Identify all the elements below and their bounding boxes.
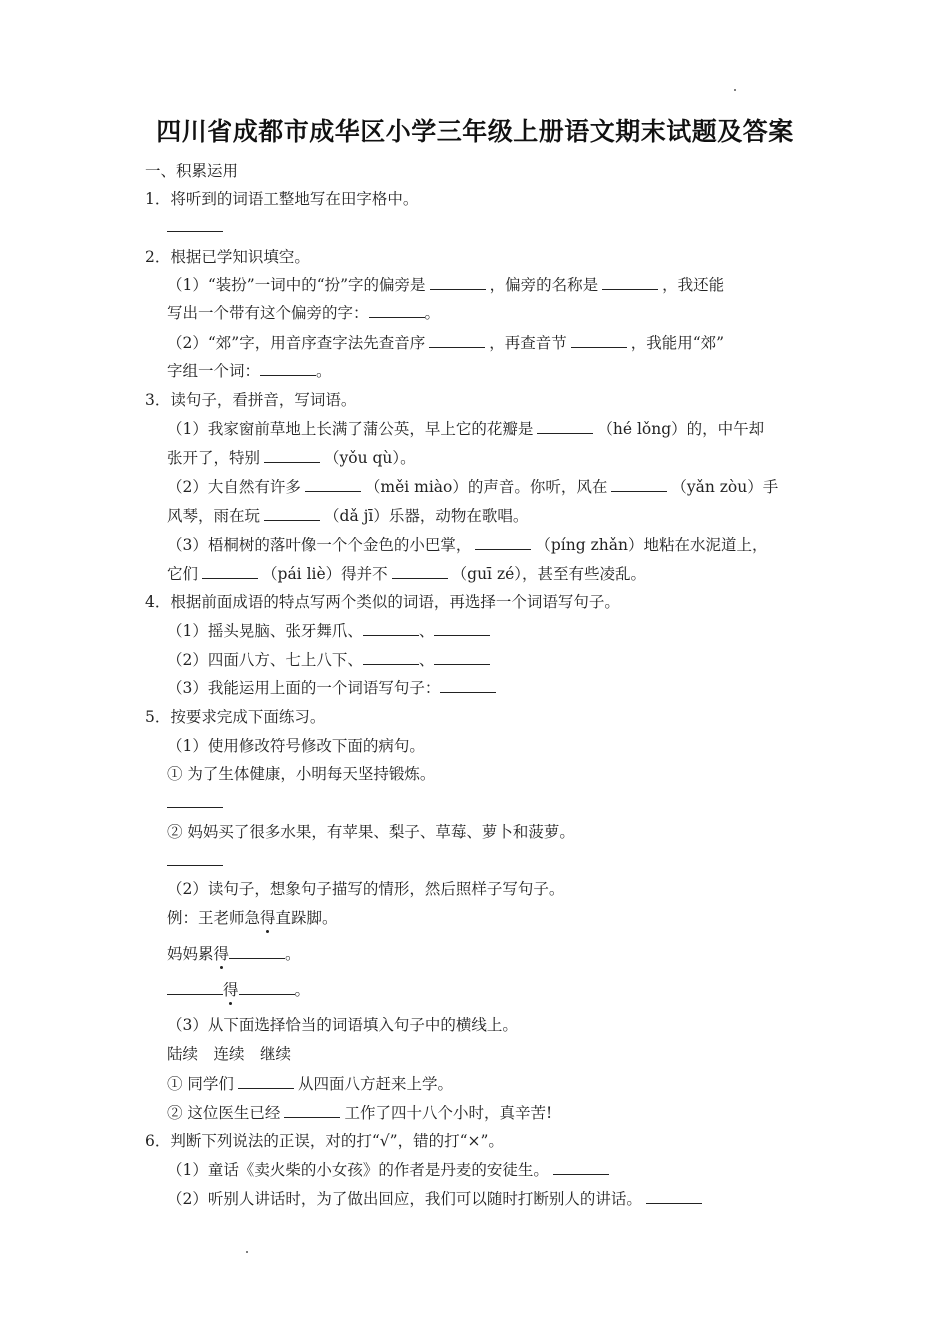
- answer-blank[interactable]: [264, 448, 320, 463]
- question-4-part-1: [167, 620, 490, 642]
- text: ① 同学们: [167, 1075, 234, 1093]
- practice-sentence-2: [167, 979, 310, 1001]
- text: ，再查音节: [489, 334, 567, 352]
- question-3-part-2-cont: [167, 505, 528, 527]
- text: （2）四面八方、七上八下、: [167, 651, 363, 669]
- question-3-part-1-cont: [167, 447, 416, 469]
- text: ，我能用“郊”: [630, 334, 725, 352]
- text: 。: [316, 362, 332, 380]
- answer-blank[interactable]: [167, 980, 223, 995]
- answer-blank[interactable]: [392, 564, 448, 579]
- answer-blank[interactable]: [363, 621, 419, 636]
- text: （3）梧桐树的落叶像一个个金色的小巴掌，: [167, 536, 472, 554]
- text: 它们: [167, 565, 199, 583]
- answer-blank[interactable]: [429, 333, 485, 348]
- text: ② 这位医生已经: [167, 1104, 281, 1122]
- pinyin: （guī zé），甚至有些凌乱。: [451, 565, 647, 583]
- question-6-part-1: [167, 1159, 613, 1181]
- scan-dot: [734, 89, 736, 91]
- answer-blank[interactable]: [430, 275, 486, 290]
- answer-blank[interactable]: [611, 477, 667, 492]
- example-sentence: [167, 907, 338, 929]
- answer-blank[interactable]: [363, 650, 419, 665]
- pinyin: （měi miào）的声音。你听，风在: [364, 478, 608, 496]
- question-2-part-2-cont: [167, 360, 332, 382]
- question-6: 6．判断下列说法的正误，对的打“√”，错的打“×”。: [145, 1132, 504, 1150]
- text: （2）“郊”字，用音序查字法先查音序: [167, 334, 426, 352]
- text: （1）“装扮”一词中的“扮”字的偏旁是: [167, 276, 426, 294]
- question-2-part-2: [167, 332, 724, 354]
- answer-blank[interactable]: [369, 303, 425, 318]
- text: （2）大自然有许多: [167, 478, 301, 496]
- question-5: 5．按要求完成下面练习。: [145, 708, 326, 726]
- answer-blank[interactable]: [260, 361, 316, 376]
- text: （2）听别人讲话时，为了做出回应，我们可以随时打断别人的讲话。: [167, 1190, 642, 1208]
- pinyin: （hé lǒng）的，中午却: [597, 420, 765, 438]
- text: 直跺脚。: [275, 909, 338, 927]
- answer-blank-line[interactable]: [167, 792, 223, 814]
- answer-blank[interactable]: [440, 678, 496, 693]
- text: （1）我家窗前草地上长满了蒲公英，早上它的花瓣是: [167, 420, 534, 438]
- answer-blank[interactable]: [202, 564, 258, 579]
- scan-dot: [246, 1251, 248, 1253]
- answer-blank[interactable]: [284, 1103, 340, 1118]
- answer-blank[interactable]: [602, 275, 658, 290]
- text: 字组一个词：: [167, 362, 261, 380]
- practice-sentence-1: [167, 943, 301, 965]
- answer-blank[interactable]: [475, 535, 531, 550]
- text: ，偏旁的名称是: [489, 276, 599, 294]
- text: （1）童话《卖火柴的小女孩》的作者是丹麦的安徒生。: [167, 1161, 549, 1179]
- question-3-part-3-cont: [167, 563, 646, 585]
- word-choices: 陆续 连续 继续: [167, 1045, 292, 1063]
- text: 写出一个带有这个偏旁的字：: [167, 304, 369, 322]
- question-4-part-3: [167, 677, 496, 699]
- text: 张开了，特别: [167, 449, 261, 467]
- emphasis-char: 得: [213, 945, 230, 963]
- question-1: 1．将听到的词语工整地写在田字格中。: [145, 190, 419, 208]
- question-6-part-2: [167, 1188, 706, 1210]
- text: 风琴，雨在玩: [167, 507, 261, 525]
- separator: 、: [418, 651, 435, 669]
- question-2-part-1: [167, 274, 724, 296]
- question-2: 2．根据已学知识填空。: [145, 248, 310, 266]
- text: （3）我能运用上面的一个词语写句子：: [167, 679, 441, 697]
- text: 。: [424, 304, 441, 322]
- question-3: 3．读句子，看拼音，写词语。: [145, 391, 357, 409]
- text: 。: [294, 981, 311, 999]
- answer-blank[interactable]: [571, 333, 627, 348]
- question-5-part-2: （2）读句子，想象句子描写的情形，然后照样子写句子。: [167, 880, 565, 898]
- pinyin: （píng zhǎn）地粘在水泥道上，: [535, 536, 768, 554]
- emphasis-char: 得: [260, 909, 276, 927]
- answer-blank[interactable]: [434, 650, 490, 665]
- text: 例：王老师急: [167, 909, 261, 927]
- answer-blank[interactable]: [646, 1189, 702, 1204]
- text: 妈妈累: [167, 945, 214, 963]
- question-3-part-2: [167, 476, 778, 498]
- question-2-part-1-cont: [167, 302, 440, 324]
- question-3-part-1: [167, 418, 764, 440]
- question-5-part-1: （1）使用修改符号修改下面的病句。: [167, 737, 425, 755]
- section-heading: 一、积累运用: [145, 162, 239, 180]
- answer-blank[interactable]: [167, 793, 223, 808]
- pinyin: （yǒu qù）。: [324, 449, 416, 467]
- fill-sentence-1: [167, 1073, 453, 1095]
- answer-blank[interactable]: [434, 621, 490, 636]
- question-4: 4．根据前面成语的特点写两个类似的词语，再选择一个词语写句子。: [145, 593, 620, 611]
- answer-blank[interactable]: [264, 506, 320, 521]
- answer-blank[interactable]: [553, 1160, 609, 1175]
- question-4-part-2: [167, 649, 490, 671]
- sentence-2: ② 妈妈买了很多水果，有苹果、梨子、草莓、萝卜和菠萝。: [167, 823, 575, 841]
- pinyin: （pái liè）得并不: [262, 565, 388, 583]
- separator: 、: [418, 622, 435, 640]
- answer-blank[interactable]: [229, 944, 285, 959]
- answer-blank[interactable]: [167, 851, 223, 866]
- text: ，我还能: [662, 276, 725, 294]
- question-5-part-3: （3）从下面选择恰当的词语填入句子中的横线上。: [167, 1016, 518, 1034]
- text: （1）摇头晃脑、张牙舞爪、: [167, 622, 363, 640]
- page-title: 四川省成都市成华区小学三年级上册语文期末试题及答案: [156, 117, 794, 146]
- question-3-part-3: [167, 534, 767, 556]
- text: 。: [285, 945, 301, 963]
- pinyin: （dǎ jī）乐器，动物在歌唱。: [324, 507, 529, 525]
- answer-blank[interactable]: [239, 980, 295, 995]
- fill-sentence-2: [167, 1102, 552, 1124]
- text: 从四面八方赶来上学。: [297, 1075, 453, 1093]
- text: 工作了四十八个小时，真辛苦!: [344, 1104, 553, 1122]
- emphasis-char: 得: [223, 981, 239, 999]
- answer-blank[interactable]: [238, 1074, 294, 1089]
- answer-blank[interactable]: [167, 217, 223, 232]
- answer-blank-line[interactable]: [167, 216, 223, 238]
- pinyin: （yǎn zòu）手: [671, 478, 779, 496]
- sentence-1: ① 为了生体健康，小明每天坚持锻炼。: [167, 765, 436, 783]
- answer-blank-line[interactable]: [167, 850, 223, 872]
- answer-blank[interactable]: [537, 419, 593, 434]
- answer-blank[interactable]: [305, 477, 361, 492]
